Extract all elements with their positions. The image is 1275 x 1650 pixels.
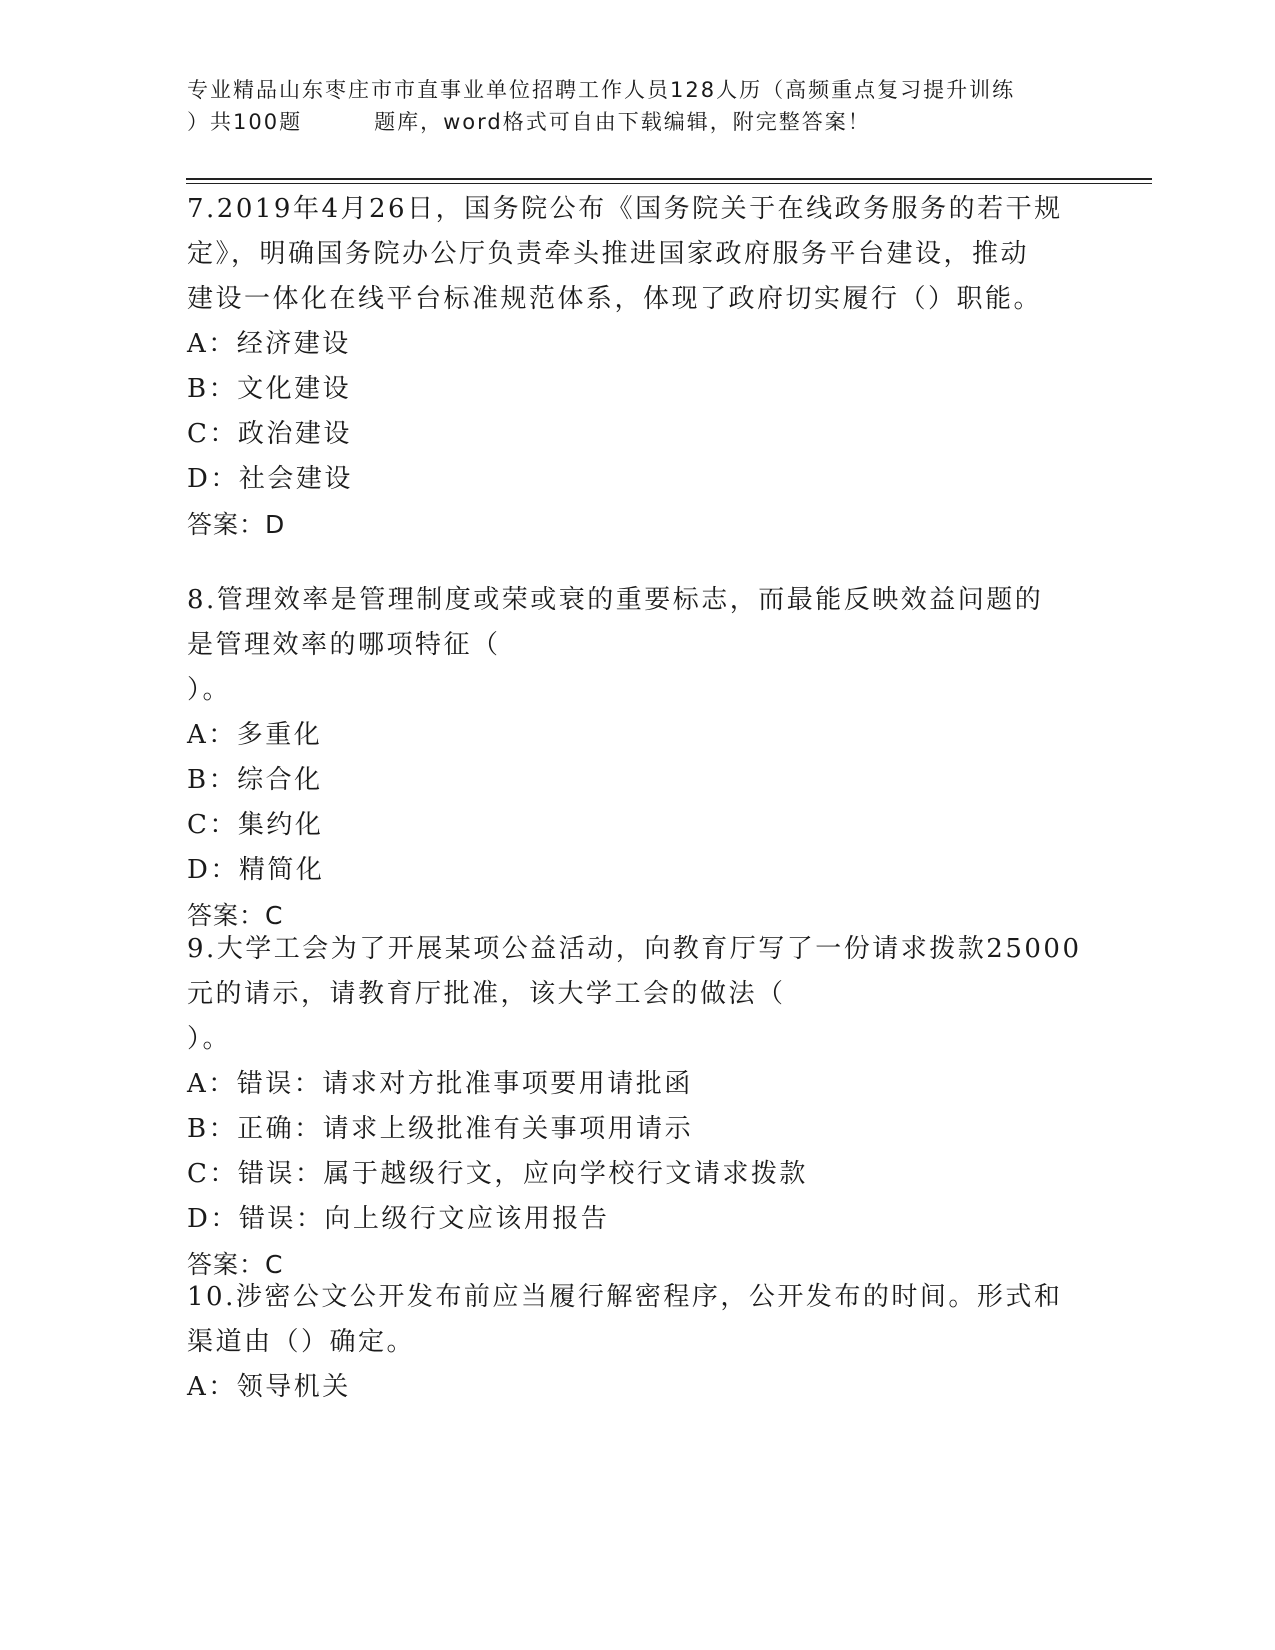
- question-stem: [187, 1275, 1087, 1365]
- stem-line: 9.大学工会为了开展某项公益活动，向教育厅写了一份请求拨款25000: [187, 934, 1082, 964]
- stem-line: [187, 623, 1087, 713]
- question-7: [187, 187, 1087, 547]
- stem-line: 建设一体化在线平台标准规范体系，体现了政府切实履行（）职能。: [187, 284, 1043, 314]
- option-d: D：社会建设: [187, 464, 353, 494]
- question-9: [187, 927, 1087, 1287]
- option-d: D：精简化: [187, 855, 325, 885]
- option-c: C：错误：属于越级行文，应向学校行文请求拨款: [187, 1159, 808, 1189]
- question-10: [187, 1275, 1087, 1410]
- stem-line: 定》，明确国务院办公厅负责牵头推进国家政府服务平台建设，推动: [187, 239, 1030, 269]
- document-header: [187, 74, 1087, 138]
- stem-line: [187, 972, 1087, 1062]
- option-a: A：领导机关: [187, 1372, 351, 1402]
- option-a: A：错误：请求对方批准事项要用请批函: [187, 1069, 693, 1099]
- stem-line: 渠道由（）确定。: [187, 1327, 416, 1357]
- question-stem: [187, 578, 1087, 713]
- option-a: A：经济建设: [187, 329, 351, 359]
- answer: 答案：D: [187, 510, 286, 539]
- answer: 答案：C: [187, 1250, 284, 1279]
- stem-tail: ）。: [187, 1024, 232, 1054]
- option-c: C：集约化: [187, 810, 324, 840]
- option-b: B：综合化: [187, 765, 323, 795]
- stem-text: 是管理效率的哪项特征（: [187, 630, 501, 660]
- header-line-2-part-b: 题库，word格式可自由下载编辑，附完整答案！: [374, 110, 871, 134]
- stem-line: 7.2019年4月26日，国务院公布《国务院关于在线政务服务的若干规: [187, 194, 1063, 224]
- option-b: B：文化建设: [187, 374, 352, 404]
- stem-tail: ）。: [187, 675, 232, 705]
- option-d: D：错误：向上级行文应该用报告: [187, 1204, 610, 1234]
- option-b: B：正确：请求上级批准有关事项用请示: [187, 1114, 694, 1144]
- header-line-1: 专业精品山东枣庄市市直事业单位招聘工作人员128人历（高频重点复习提升训练: [187, 78, 1016, 102]
- stem-line: 10.涉密公文公开发布前应当履行解密程序，公开发布的时间。形式和: [187, 1282, 1063, 1312]
- question-stem: [187, 927, 1087, 1062]
- question-stem: [187, 187, 1087, 322]
- header-line-2-part-a: ）共100题: [187, 110, 303, 134]
- stem-text: 元的请示，请教育厅批准，该大学工会的做法（: [187, 979, 786, 1009]
- answer: 答案：C: [187, 901, 284, 930]
- option-a: A：多重化: [187, 720, 323, 750]
- stem-line: 8.管理效率是管理制度或荣或衰的重要标志，而最能反映效益问题的: [187, 585, 1044, 615]
- header-line-2: [187, 106, 1087, 138]
- header-divider-thin: [186, 183, 1152, 184]
- question-8: [187, 578, 1087, 938]
- header-divider-thick: [186, 178, 1152, 180]
- option-c: C：政治建设: [187, 419, 352, 449]
